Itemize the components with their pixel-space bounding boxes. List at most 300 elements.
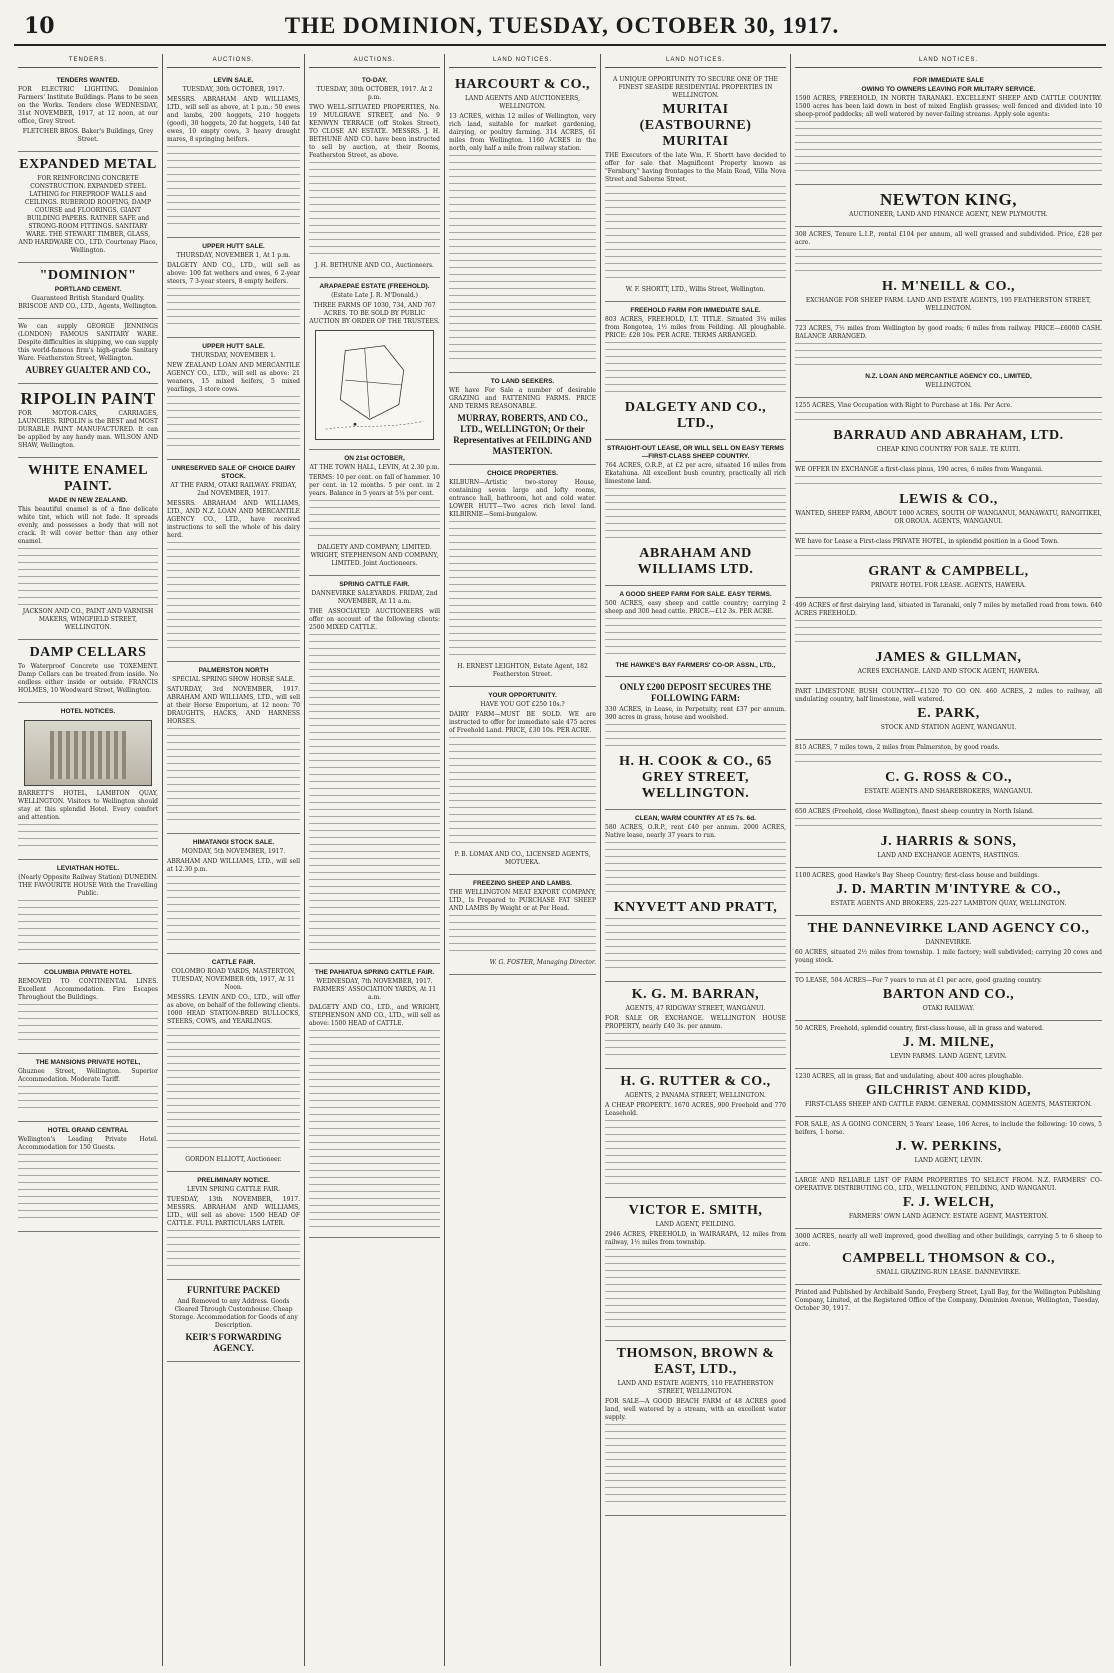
ad-dairy-stock	[167, 460, 300, 662]
ad-arapaepae-estate	[309, 278, 440, 450]
ad-only-200-deposit	[605, 677, 786, 810]
ad-title: ONLY £200 DEPOSIT SECURES THE FOLLOWING FARM:	[619, 682, 772, 703]
ad-body: TO LEASE, 504 ACRES—For 7 years to run at £1 per acre, good grazing country.	[795, 977, 1042, 984]
small-print-lines	[449, 521, 596, 661]
ad-subtitle: LEVIN SPRING CATTLE FAIR.	[187, 1186, 280, 1193]
ad-body: (Nearly Opposite Railway Station) DUNEDIN. THE FAVOURITE HOUSE With the Travelling Public.	[18, 874, 158, 897]
small-print-lines	[309, 500, 440, 542]
ad-title: F. J. WELCH,	[902, 1195, 995, 1210]
ad-mulgrave-street	[309, 72, 440, 278]
ad-body: 60 ACRES, situated 2½ miles from township. 1 mile factory; well subdivided; carrying 20 cows and young stock.	[795, 949, 1102, 964]
ad-body: Guaranteed British Standard Quality. BRISCOE AND CO., LTD., Agents, Wellington.	[18, 295, 158, 310]
ad-abraham-williams-lease	[605, 440, 786, 586]
ad-title: ABRAHAM AND WILLIAMS LTD.	[637, 546, 754, 577]
ad-signature: J. H. BETHUNE AND CO., Auctioneers.	[315, 262, 434, 269]
ad-signature: W. F. SHORTT, LTD., Willis Street, Wellington.	[625, 286, 766, 293]
ad-subtitle: THURSDAY, NOVEMBER 1.	[191, 352, 276, 359]
ad-subtitle: DANNEVIRKE SALEYARDS. FRIDAY, 2nd NOVEMBER, At 11 a.m.	[311, 590, 438, 605]
ad-j-harris	[795, 804, 1102, 868]
ad-nz-loan	[795, 321, 1102, 398]
ad-subtitle: AUCTIONEER, LAND AND FINANCE AGENT, NEW PLYMOUTH.	[849, 211, 1048, 218]
ad-signature: FLETCHER BROS. Baker's Buildings, Grey Street.	[22, 128, 154, 143]
ad-title: UPPER HUTT SALE.	[202, 243, 265, 250]
ad-levin-spring-cattle	[167, 1172, 300, 1280]
ad-body: To Waterproof Concrete use TOXEMENT. Damp Cellars can be treated from inside. No endless either inside or outside. FRANCIS HOLMES, 10 Woodward Street, Wellington.	[18, 663, 158, 694]
ad-body: WE have For Sale a number of desirable GRAZING and FATTENING FARMS. PRICE AND TERMS REASONABLE.	[449, 387, 596, 410]
ad-title: HARCOURT & CO.,	[454, 77, 591, 92]
ad-gilchrist-kidd	[795, 1069, 1102, 1117]
small-print-lines	[167, 876, 300, 946]
ad-subtitle: TUESDAY, 30th OCTOBER, 1917.	[182, 86, 285, 93]
ad-muritai	[605, 72, 786, 302]
ad-title: "DOMINION"	[39, 268, 137, 283]
ad-title: HOTEL NOTICES.	[60, 708, 116, 715]
ad-title: H. M'NEILL & CO.,	[882, 279, 1015, 294]
ad-title: THOMSON, BROWN & EAST, LTD.,	[616, 1346, 775, 1377]
ad-body: 308 ACRES, Tenure L.I.P., rental £104 per annum, all well grassed and subdivided. Price, £28 per acre.	[795, 231, 1102, 246]
ad-title: J. M. MILNE,	[902, 1035, 995, 1050]
ad-title: CATTLE FAIR.	[211, 959, 256, 966]
hotel-illustration	[24, 720, 152, 786]
ad-body: 803 ACRES, FREEHOLD, I.T. TITLE. Situated 3¼ miles from Rongotea, 1½ miles from Feilding. All ploughable. PRICE: £28 10s. PER ACRE. TERMS ARRANGED.	[605, 316, 786, 339]
ad-title: KNYVETT AND PRATT,	[613, 900, 778, 915]
ad-subtitle: A UNIQUE OPPORTUNITY TO SECURE ONE OF THE FINEST SEASIDE RESIDENTIAL PROPERTIES IN WELLINGTON.	[613, 76, 778, 99]
column-header: LAND NOTICES.	[795, 54, 1102, 68]
column-header: TENDERS.	[18, 54, 158, 68]
ad-grand-central	[18, 1122, 158, 1232]
ad-fj-welch	[795, 1173, 1102, 1229]
small-print-lines	[605, 618, 786, 660]
ad-subtitle: FIRST-CLASS SHEEP AND CATTLE FARM. GENERAL COMMISSION AGENTS, MASTERTON.	[805, 1101, 1092, 1108]
ad-james-gillman	[795, 598, 1102, 684]
ad-body: DALGETY AND CO., LTD., and WRIGHT, STEPHENSON AND CO., LTD., will sell as above: 1500 HEAD of CATTLE.	[309, 1004, 440, 1027]
ad-barton	[795, 973, 1102, 1021]
ad-subtitle: MADE IN NEW ZEALAND.	[48, 497, 128, 504]
ad-body: SATURDAY, 3rd NOVEMBER, 1917. ABRAHAM AND WILLIAMS, LTD., will sell at their Horse Emporium, at 12 noon: 70 DRAUGHTS, HACKS, AND HARNESS HORSES.	[167, 686, 300, 725]
small-print-lines	[605, 186, 786, 284]
ad-hawkes-bay-farmers	[605, 586, 786, 677]
small-print-lines	[795, 343, 1102, 371]
ad-subtitle: ESTATE AGENTS AND SHAREBROKERS, WANGANUI.	[864, 788, 1033, 795]
ad-white-enamel	[18, 458, 158, 640]
ad-signature: MURRAY, ROBERTS, AND CO., LTD., WELLINGTON; Or their Representatives at FEILDING AND MASTERTON.	[453, 413, 592, 456]
small-print-lines	[605, 1249, 786, 1333]
small-print-lines	[795, 620, 1102, 648]
column-land-notices-1	[444, 54, 600, 1666]
ad-title: DAMP CELLARS	[29, 645, 147, 660]
ad-title: PALMERSTON NORTH	[198, 667, 269, 674]
ad-subtitle: WANTED, SHEEP FARM, ABOUT 1000 ACRES, SOUTH OF WANGANUI, MANAWATU, RANGITIKEI, OR OROUA. AGENTS, WANGANUI.	[795, 510, 1102, 525]
ad-subtitle: (Estate Late J. R. M'Donald.)	[331, 292, 418, 299]
ad-title: ARAPAEPAE ESTATE (FREEHOLD).	[319, 283, 430, 290]
ad-title: UNRESERVED SALE OF CHOICE DAIRY STOCK.	[171, 465, 296, 480]
ad-title: HIMATANGI STOCK SALE.	[192, 839, 275, 846]
ad-body: FOR REINFORCING CONCRETE CONSTRUCTION. EXPANDED STEEL LATHING for FIREPROOF WALLS and CEILINGS. RUBEROID ROOFING, DAMP COURSE and FLOORINGS. GIANT BUILDING PAPERS. RATNER SAFE and STRONG-ROOM FITTINGS. SANITARY WARE. THE STEWART TIMBER, GLASS, AND HARDWARE CO., LTD. Courtenay Place, Wellington.	[18, 175, 158, 254]
ad-title: NEWTON KING,	[880, 190, 1017, 209]
ad-levin-town-hall	[309, 450, 440, 576]
ad-title: BARTON AND CO.,	[882, 987, 1015, 1002]
ad-body: ABRAHAM AND WILLIAMS, LTD., will sell at 12.30 p.m.	[167, 858, 300, 873]
ad-body: 764 ACRES, O.R.P., at £2 per acre, situated 16 miles from Ekatahuna. All excellent bush country, practically all rich limestone land.	[605, 462, 786, 485]
small-print-lines	[167, 542, 300, 654]
imprint-footer: Printed and Published by Archibald Sando, Freyberg Street, Lyall Bay, for the Wellington Publishing Company, Limited, at the Registered Office of the Company, Dominion Avenue, Wellington, Tuesday, October 30, 1917.	[795, 1289, 1101, 1312]
ad-damp-cellars	[18, 640, 158, 703]
column-header: LAND NOTICES.	[449, 54, 596, 68]
small-print-lines	[449, 915, 596, 957]
ad-subtitle: CLEAN, WARM COUNTRY AT £5 7s. 6d.	[635, 815, 756, 822]
ad-subtitle: LAND AGENT, FEILDING.	[655, 1221, 736, 1228]
ad-subtitle: LEVIN FARMS. LAND AGENT, LEVIN.	[890, 1053, 1007, 1060]
ad-body: PART LIMESTONE BUSH COUNTRY—£1520 TO GO ON. 460 ACRES, 2 miles to railway, all undulating country, half limestone, well watered.	[795, 688, 1102, 703]
ad-subtitle: COLOMBO ROAD YARDS, MASTERTON, TUESDAY, NOVEMBER 6th, 1917, At 11 Noon.	[171, 968, 296, 991]
small-print-lines	[18, 900, 158, 956]
ad-title: THE PAHIATUA SPRING CATTLE FAIR.	[314, 969, 435, 976]
ad-subtitle: AT THE FARM, OTAKI RAILWAY. FRIDAY, 2nd NOVEMBER, 1917.	[170, 482, 297, 497]
ad-victor-smith	[605, 1198, 786, 1341]
ad-land-seekers	[449, 373, 596, 465]
ad-body: 500 ACRES, easy sheep and cattle country; carrying 2 sheep and 300 head cattle. PRICE—£12 3s. PER ACRE.	[605, 600, 786, 615]
small-print-lines	[605, 342, 786, 398]
ad-body: FOR MOTOR-CARS, CARRIAGES, LAUNCHES. RIPOLIN is the BEST and MOST DURABLE PAINT MANUFACTURED. It can be applied by any handy man. WILSON AND SHAW, Wellington.	[18, 410, 158, 449]
ad-body: 1100 ACRES, good Hawke's Bay Sheep Country; first-class house and buildings.	[795, 872, 1040, 879]
ad-subtitle: AGENTS, 47 RIDGWAY STREET, WANGANUI.	[625, 1005, 766, 1012]
small-print-lines	[795, 548, 1102, 562]
ad-subtitle: AT THE TOWN HALL, LEVIN, At 2.30 p.m.	[309, 464, 440, 471]
ad-rutter	[605, 1069, 786, 1198]
ad-body: Ghuznee Street, Wellington. Superior Accommodation. Moderate Tariff.	[18, 1068, 158, 1083]
ad-tenders-wanted	[18, 72, 158, 152]
ad-body: FOR SALE, AS A GOING CONCERN, 5 Years' Lease, 106 Acres, to include the following: 10 cows, 5 heifers, 1 horse.	[795, 1121, 1102, 1136]
ad-signature: H. H. COOK & CO., 65 GREY STREET, WELLINGTON.	[619, 754, 772, 801]
ad-signature: P. B. LOMAX AND CO., LICENSED AGENTS, MOTUEKA.	[454, 851, 591, 866]
ad-body: A CHEAP PROPERTY. 1670 ACRES, 900 Freehold and 770 Leasehold.	[605, 1102, 786, 1117]
ad-title: J. HARRIS & SONS,	[880, 834, 1017, 849]
ad-body: 499 ACRES of first dairying land, situated in Taranaki, only 7 miles by metalled road from town. 640 ACRES FREEHOLD.	[795, 602, 1102, 617]
column-auctions-1	[162, 54, 304, 1666]
ad-expanded-metal	[18, 152, 158, 263]
page-number: 10	[24, 13, 55, 39]
ad-title: FOR IMMEDIATE SALE	[913, 77, 984, 84]
ad-upper-hutt-dalgety	[167, 238, 300, 338]
ad-title: C. G. ROSS & CO.,	[885, 770, 1012, 785]
small-print-lines	[18, 1086, 158, 1114]
ad-title: ON 21st OCTOBER,	[344, 455, 405, 462]
ad-title: UPPER HUTT SALE.	[202, 343, 265, 350]
column-header: LAND NOTICES.	[605, 54, 786, 68]
ad-dannevirke-land	[795, 916, 1102, 973]
small-print-lines	[795, 476, 1102, 490]
ad-signature: KEIR'S FORWARDING AGENCY.	[185, 1332, 282, 1353]
small-print-lines	[167, 396, 300, 452]
ad-thomson-brown-east	[605, 1341, 786, 1516]
ad-body: LARGE AND RELIABLE LIST OF FARM PROPERTIES TO SELECT FROM. N.Z. FARMERS' CO-OPERATIVE DISTRIBUTING CO., LTD., WELLINGTON, FEILDING, AND WANGANUI.	[795, 1177, 1102, 1192]
ad-subtitle: LAND AGENTS AND AUCTIONEERS, WELLINGTON.	[465, 95, 580, 110]
ad-subtitle: TUESDAY, 30th OCTOBER, 1917. At 2 p.m.	[316, 86, 433, 101]
ad-body: DAIRY FARM—MUST BE SOLD. WE are instructed to offer for immediate sale 475 acres of Freehold Land. PRICE, £30 10s. PER ACRE.	[449, 711, 596, 734]
ad-signature: DALGETY AND COMPANY, LIMITED. WRIGHT, STEPHENSON AND COMPANY, LIMITED. Joint Auctioneers.	[310, 544, 439, 567]
ad-title: DALGETY AND CO., LTD.,	[624, 400, 767, 431]
ad-cg-ross	[795, 740, 1102, 804]
ad-title: AUBREY GUALTER AND CO.,	[25, 365, 151, 375]
ad-barretts-hotel	[18, 703, 158, 860]
ad-subtitle: DANNEVIRKE.	[925, 939, 972, 946]
ad-ripolin-paint	[18, 384, 158, 458]
ad-title: EXPANDED METAL	[19, 157, 157, 172]
columns	[14, 54, 1106, 1666]
ad-title: VICTOR E. SMITH,	[628, 1203, 763, 1218]
ad-title: MURITAI (EASTBOURNE) MURITAI	[639, 102, 752, 149]
newspaper-title: THE DOMINION, TUESDAY, OCTOBER 30, 1917.	[284, 13, 840, 38]
small-print-lines	[795, 249, 1102, 277]
ad-body: This beautiful enamel is of a fine delicate white tint, which will not fade. It spreads evenly, and possesses a body that will not crack. It will cover better than any other enamel.	[18, 506, 158, 545]
ad-body: 13 ACRES, within 12 miles of Wellington, very rich land, suitable for market gardening, dairying, or poultry farming. 314 ACRES, 61 miles from Wellington. 1160 ACRES in the north, only half a mile from railway station.	[449, 113, 596, 152]
ad-body: 3000 ACRES, nearly all well improved, good dwelling and other buildings, carrying 5 to 6 sheep to acre.	[795, 1233, 1102, 1248]
ad-title: LEVIATHAN HOTEL.	[56, 865, 120, 872]
ad-subtitle: ACRES EXCHANGE. LAND AND STOCK AGENT, HAWERA.	[857, 668, 1040, 675]
ad-choice-properties	[449, 465, 596, 687]
building-drawing	[50, 731, 126, 779]
ad-body: THREE FARMS OF 1030, 734, AND 767 ACRES. TO BE SOLD BY PUBLIC AUCTION BY ORDER OF THE TRUSTEES.	[309, 302, 440, 325]
ad-subtitle: EXCHANGE FOR SHEEP FARM. LAND AND ESTATE AGENTS, 195 FEATHERSTON STREET, WELLINGTON.	[805, 297, 1092, 312]
ad-title: GRANT & CAMPBELL,	[868, 564, 1029, 579]
small-print-lines	[167, 728, 300, 826]
ad-barran	[605, 982, 786, 1069]
ad-body: 2946 ACRES, FREEHOLD, in WAIRARAPA, 12 miles from railway, 1½ miles from township.	[605, 1231, 786, 1246]
ad-body: TERMS: 10 per cent. on fall of hammer. 10 per cent. in 12 months. 5 per cent. in 2 years. Balance in 5 years at 5¼ per cent.	[309, 474, 440, 497]
ad-body: MESSRS. ABRAHAM AND WILLIAMS, LTD., will sell as above, at 1 p.m.: 50 ewes and lambs, 200 hoggets, 210 hoggets (good), 30 hoggets, 20 fat hoggets, 140 fat ewes, 10 empty cows, 3 heavy draught mares, 8 springing heifers.	[167, 96, 300, 143]
ad-title: SPRING CATTLE FAIR.	[339, 581, 410, 588]
ad-body: THE Executors of the late Wm. F. Shortt have decided to offer for sale that Magnificent Property known as "Fernbury," having frontages to the Main Road, Villa Nova Street and Saberne Street.	[605, 152, 786, 183]
ad-title: FREEZING SHEEP AND LAMBS.	[473, 880, 572, 887]
ad-title: GILCHRIST AND KIDD,	[865, 1083, 1032, 1098]
ad-levin-sale	[167, 72, 300, 238]
small-print-lines	[18, 824, 158, 852]
ad-body: DALGETY AND CO., LTD., will sell as above: 100 fat wethers and ewes, 6 2-year steers, 7 3-year steers, 8 empty heifers.	[167, 262, 300, 285]
small-print-lines	[18, 1004, 158, 1046]
small-print-lines	[309, 1030, 440, 1230]
ad-subtitle: FREEHOLD FARM FOR IMMEDIATE SALE.	[630, 307, 761, 314]
ad-title: FURNITURE PACKED	[186, 1285, 281, 1295]
ad-subtitle: SPECIAL SPRING SHOW HORSE SALE.	[172, 676, 295, 683]
small-print-lines	[605, 842, 786, 898]
ad-body: THE ASSOCIATED AUCTIONEERS will offer on account of the following clients: 2500 MIXED CATTLE.	[309, 608, 440, 631]
ad-body: 330 ACRES, in Lease, in Perpetuity, rent £37 per annum. 390 acres in grass, house and woolshed.	[605, 706, 786, 721]
ad-dalgety-freehold	[605, 302, 786, 440]
ad-subtitle: HAVE YOU GOT £250 10s.?	[480, 701, 565, 708]
ad-body: NEW ZEALAND LOAN AND MERCANTILE AGENCY CO., LTD., will sell as above: 21 weaners, 15 mixed heifers, 5 mixed yearlings, 3 store cows.	[167, 362, 300, 393]
ad-signature: H. ERNEST LEIGHTON, Estate Agent, 182 Featherston Street.	[457, 663, 588, 678]
ad-title: COLUMBIA PRIVATE HOTEL	[44, 969, 132, 976]
ad-meat-export	[449, 875, 596, 975]
ad-title: RIPOLIN PAINT	[20, 389, 156, 408]
ad-body: TUESDAY, 13th NOVEMBER, 1917. MESSRS. ABRAHAM AND WILLIAMS, LTD., will sell as above: 1500 HEAD OF CATTLE. FULL PARTICULARS LATER.	[167, 1196, 300, 1227]
ad-lewis	[795, 462, 1102, 534]
ad-leviathan-hotel	[18, 860, 158, 964]
ad-subtitle: LAND AGENT, LEVIN.	[914, 1157, 983, 1164]
small-print-lines	[449, 155, 596, 365]
masthead	[14, 8, 1106, 46]
small-print-lines	[605, 488, 786, 544]
ad-body: Wellington's Leading Private Hotel. Accommodation for 150 Guests.	[18, 1136, 158, 1151]
ad-subtitle: AGENTS, 2 PANAMA STREET, WELLINGTON.	[625, 1092, 766, 1099]
ad-body: 50 ACRES, Freehold, splendid country, first-class house, all in grass and watered.	[795, 1025, 1044, 1032]
ad-body: 815 ACRES, 7 miles town, 2 miles from Palmerston, by good roads.	[795, 744, 1000, 751]
ad-body: FOR SALE—A GOOD BEACH FARM of 48 ACRES good land, well watered by a stream, with an excellent water supply.	[605, 1398, 786, 1421]
ad-title: TO LAND SEEKERS.	[490, 378, 555, 385]
ad-body: And Removed to any Address. Goods Cleared Through Customhouse. Cheap Storage. Accommodation for Goods of any Description.	[169, 1298, 298, 1329]
ad-body: 1230 ACRES, all in grass, flat and undulating, about 400 acres ploughable.	[795, 1073, 1024, 1080]
ad-e-park	[795, 684, 1102, 740]
ad-mneill	[795, 227, 1102, 321]
column-header: AUCTIONS.	[167, 54, 300, 68]
ad-upper-hutt-nzloan	[167, 338, 300, 460]
ad-body: 650 ACRES (Freehold, close Wellington), finest sheep country in North Island.	[795, 808, 1034, 815]
ad-body: 1590 ACRES, FREEHOLD, IN NORTH TARANAKI. EXCELLENT SHEEP AND CATTLE COUNTRY. 1500 acres has been laid down in best of mixed English grasses; well fenced and divided into 10 sheep-proof paddocks; all well watered by never-failing streams. Apply sole agents:	[795, 95, 1102, 118]
ad-subtitle: CHEAP KING COUNTRY FOR SALE. TE KUITI.	[876, 446, 1021, 453]
column-land-notices-2	[600, 54, 790, 1666]
ad-body: THE WELLINGTON MEAT EXPORT COMPANY, LTD., Is Prepared to PURCHASE FAT SHEEP AND LAMBS By Weight or at Per Head.	[449, 889, 596, 912]
ad-newton-king	[795, 185, 1102, 227]
ad-title: LEVIN SALE.	[213, 77, 254, 84]
ad-body: WE have for Lease a First-class PRIVATE HOTEL, in splendid position in a Good Town.	[795, 538, 1059, 545]
ad-title: WHITE ENAMEL PAINT.	[28, 463, 148, 494]
ad-subtitle: PRIVATE HOTEL FOR LEASE. AGENTS, HAWERA.	[870, 582, 1027, 589]
ad-subtitle: STRAIGHT-OUT LEASE, OR WILL SELL ON EASY TERMS—FIRST-CLASS SHEEP COUNTRY.	[607, 445, 784, 460]
ad-subtitle: OTAKI RAILWAY.	[922, 1005, 975, 1012]
ad-subtitle: WEDNESDAY, 7th NOVEMBER, 1917. FARMERS' ASSOCIATION YARDS, At 11 a.m.	[312, 978, 437, 1001]
small-print-lines	[18, 548, 158, 606]
ad-subtitle: SMALL GRAZING-RUN LEASE. DANNEVIRKE.	[876, 1269, 1021, 1276]
small-print-lines	[167, 1230, 300, 1272]
small-print-lines	[167, 288, 300, 330]
small-print-lines	[309, 162, 440, 260]
small-print-lines	[795, 121, 1102, 177]
ad-columbia-hotel	[18, 964, 158, 1054]
ad-title: J. D. MARTIN M'INTYRE & CO.,	[836, 882, 1061, 897]
ad-subtitle: ESTATE AGENTS AND BROKERS, 225-227 LAMBTON QUAY, WELLINGTON.	[830, 900, 1067, 907]
small-print-lines	[309, 634, 440, 956]
ad-signature: W. G. FOSTER, Managing Director.	[489, 959, 596, 966]
newspaper-page	[14, 8, 1106, 1666]
small-print-lines	[167, 1028, 300, 1154]
ad-title: TENDERS WANTED.	[56, 77, 120, 84]
ad-grant-campbell	[795, 534, 1102, 598]
column-header: AUCTIONS.	[309, 54, 440, 68]
ad-body: 723 ACRES, 7½ miles from Wellington by good roads; 6 miles from railway. PRICE—£6000 CASH. BALANCE ARRANGED.	[795, 325, 1102, 340]
ad-knyvett-pratt	[605, 810, 786, 982]
ad-title: BARRAUD AND ABRAHAM, LTD.	[833, 428, 1064, 443]
small-print-lines	[167, 146, 300, 230]
ad-subtitle: PORTLAND CEMENT.	[54, 286, 122, 293]
small-print-lines	[795, 412, 1102, 426]
ad-martin-mintyre	[795, 868, 1102, 916]
small-print-lines	[605, 918, 786, 974]
ad-body: FOR ELECTRIC LIGHTING. Dominion Farmers' Institute Buildings. Plans to be seen on the Works. Tenders close WEDNESDAY, 31st NOVEMBER, 1917, at 12 noon, at our office, Grey Street.	[18, 86, 158, 125]
small-print-lines	[605, 724, 786, 752]
ad-body: We can supply GEORGE JENNINGS (LONDON) FAMOUS SANITARY WARE. Despite difficulties in shipping, we can supply this world-famous firm's high-grade Sanitary Ware. Featherston Street, Wellington.	[18, 323, 158, 362]
ad-title: HOTEL GRAND CENTRAL	[47, 1127, 129, 1134]
ad-jm-milne	[795, 1021, 1102, 1069]
ad-keirs-forwarding	[167, 1280, 300, 1362]
ad-subtitle: THURSDAY, NOVEMBER 1, At 1 p.m.	[176, 252, 291, 259]
ad-title: TO-DAY.	[361, 77, 388, 84]
ad-subtitle: LAND AND EXCHANGE AGENTS, HASTINGS.	[877, 852, 1020, 859]
column-land-notices-3	[790, 54, 1106, 1666]
ad-title: H. G. RUTTER & CO.,	[620, 1074, 771, 1089]
ad-palmerston-horse-sale	[167, 662, 300, 834]
small-print-lines	[18, 1154, 158, 1224]
ad-title: THE DANNEVIRKE LAND AGENCY CO.,	[807, 921, 1090, 936]
ad-subtitle: FARMERS' OWN LAND AGENCY. ESTATE AGENT, MASTERTON.	[848, 1213, 1049, 1220]
column-auctions-2	[304, 54, 444, 1666]
ad-subtitle: LAND AND ESTATE AGENTS, 110 FEATHERSTON STREET, WELLINGTON.	[617, 1380, 774, 1395]
ad-your-opportunity	[449, 687, 596, 875]
ad-title: PRELIMINARY NOTICE.	[197, 1177, 270, 1184]
ad-body: REMOVED TO CONTINENTAL LINES. Excellent Accommodation. Fire Escapes Throughout the Buildings.	[18, 978, 158, 1001]
ad-body: BARRETT'S HOTEL, LAMBTON QUAY, WELLINGTON. Visitors to Wellington should stay at this splendid Hotel. Every comfort and attention.	[18, 790, 158, 821]
ad-harcourt	[449, 72, 596, 373]
ad-title: N.Z. LOAN AND MERCANTILE AGENCY CO., LIMITED,	[865, 373, 1032, 380]
ad-body: WE OFFER IN EXCHANGE a first-class pinus, 190 acres, 6 miles from Wanganui.	[795, 466, 1043, 473]
ad-title: CHOICE PROPERTIES.	[487, 470, 558, 477]
ad-signature: GORDON ELLIOTT, Auctioneer.	[185, 1156, 282, 1163]
ad-subtitle: MONDAY, 5th NOVEMBER, 1917.	[181, 848, 286, 855]
ad-title: E. PARK,	[917, 706, 980, 721]
small-print-lines	[795, 818, 1102, 832]
ad-subtitle: WELLINGTON.	[925, 382, 972, 389]
ad-subtitle: A GOOD SHEEP FARM FOR SALE. EASY TERMS.	[619, 591, 772, 598]
small-print-lines	[795, 754, 1102, 768]
ad-barraud-abraham	[795, 398, 1102, 462]
ad-subtitle: OWING TO OWNERS LEAVING FOR MILITARY SERVICE.	[861, 86, 1036, 93]
ad-title: CAMPBELL THOMSON & CO.,	[841, 1251, 1056, 1266]
ad-immediate-sale-taranaki	[795, 72, 1102, 185]
ad-body: TWO WELL-SITUATED PROPERTIES, No. 19 MULGRAVE STREET, and No. 9 KENWYN TERRACE (off Stokes Street), TO CLOSE AN ESTATE. MESSRS. J. H. BETHUNE AND CO. have been instructed to sell by auction, at their Rooms, Featherston Street, as above.	[309, 104, 440, 159]
ad-dominion-cement	[18, 263, 158, 319]
ad-dannevirke-cattle-fair	[309, 576, 440, 964]
estate-map-drawing	[316, 331, 433, 439]
ad-body: MESSRS. LEVIN AND CO., LTD., will offer as above, on behalf of the following clients. 1000 HEAD STATION-BRED BULLOCKS, STEERS, COWS, and YEARLINGS.	[167, 994, 300, 1025]
ad-body: FOR SALE OR EXCHANGE. WELLINGTON HOUSE PROPERTY, nearly £40 3s. per annum.	[605, 1015, 786, 1030]
ad-title: K. G. M. BARRAN,	[631, 987, 760, 1002]
ad-title: JAMES & GILLMAN,	[875, 650, 1022, 665]
ad-body: MESSRS. ABRAHAM AND WILLIAMS, LTD., AND N.Z. LOAN AND MERCANTILE AGENCY CO., LTD., have received instructions to sell the whole of his dairy herd.	[167, 500, 300, 539]
ad-title: YOUR OPPORTUNITY.	[488, 692, 557, 699]
ad-subtitle: STOCK AND STATION AGENT, WANGANUI.	[880, 724, 1017, 731]
small-print-lines	[605, 1120, 786, 1190]
ad-body: KILBURN—Artistic two-storey House, containing seven large and lofty rooms, entrance hall, bathroom, hot and cold water. LOWER HUTT—Two acres rich level land. KILBIRNIE—Semi-bungalow.	[449, 479, 596, 518]
ad-body: 580 ACRES, O.R.P., rent £40 per annum. 2000 ACRES, Native lease, nearly 37 years to run.	[605, 824, 786, 839]
ad-title: J. W. PERKINS,	[895, 1139, 1002, 1154]
ad-aubrey-gualter	[18, 319, 158, 384]
ad-masterton-cattle-fair	[167, 954, 300, 1172]
ad-signature: JACKSON AND CO., PAINT AND VARNISH MAKERS, WINGFIELD STREET, WELLINGTON.	[22, 608, 154, 631]
ad-body: 1255 ACRES, Vine Occupation with Right to Purchase at 18s. Per Acre.	[795, 402, 1013, 409]
ad-title: THE MANSIONS PRIVATE HOTEL,	[35, 1059, 141, 1066]
ad-title: THE HAWKE'S BAY FARMERS' CO-OP. ASSN., LTD.,	[615, 662, 776, 669]
small-print-lines	[605, 1033, 786, 1061]
ad-himatangi	[167, 834, 300, 954]
ad-pahiatua-cattle-fair	[309, 964, 440, 1238]
small-print-lines	[605, 1424, 786, 1508]
column-tenders	[14, 54, 162, 1666]
ad-campbell-thomson	[795, 1229, 1102, 1285]
ad-title: LEWIS & CO.,	[899, 492, 998, 507]
estate-map	[315, 330, 434, 440]
small-print-lines	[449, 737, 596, 849]
ad-mansions-hotel	[18, 1054, 158, 1122]
ad-jw-perkins	[795, 1117, 1102, 1173]
